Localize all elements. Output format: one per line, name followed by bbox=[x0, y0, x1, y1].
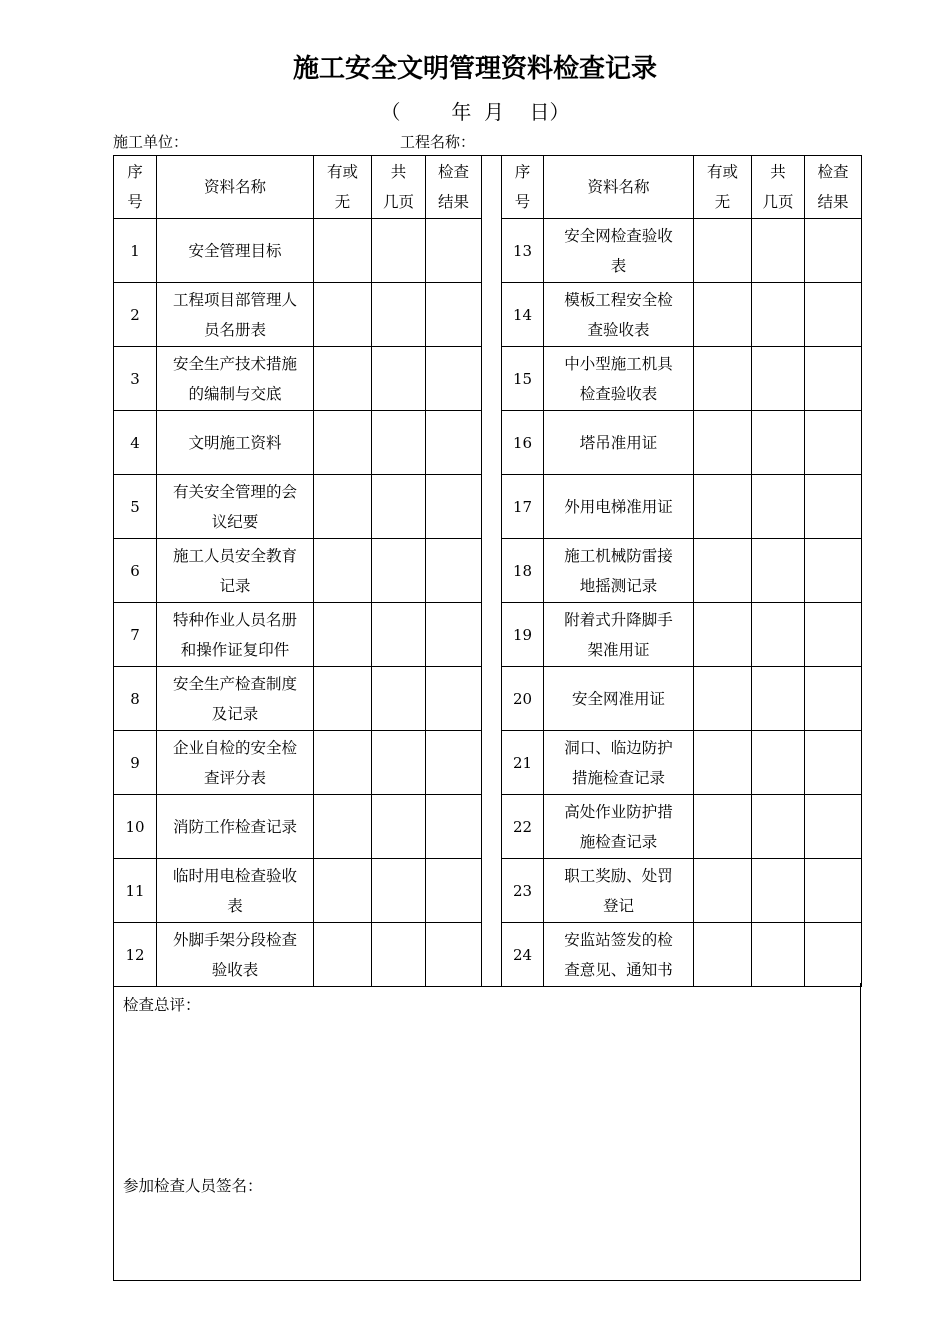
left-has-cell bbox=[314, 795, 372, 859]
right-result-cell bbox=[805, 283, 862, 347]
left-pages-cell bbox=[372, 923, 426, 987]
left-has-cell bbox=[314, 731, 372, 795]
left-name-cell: 外脚手架分段检查 验收表 bbox=[157, 923, 314, 987]
right-seq-cell: 16 bbox=[502, 411, 544, 475]
right-has-cell bbox=[694, 667, 752, 731]
date-line: （ 年 月 日） bbox=[380, 100, 570, 124]
right-name-cell: 模板工程安全检 查验收表 bbox=[544, 283, 694, 347]
left-pages-cell bbox=[372, 283, 426, 347]
project-name-label: 工程名称： bbox=[400, 133, 476, 151]
right-seq-cell: 17 bbox=[502, 475, 544, 539]
right-pages-cell bbox=[752, 219, 805, 283]
right-pages-cell bbox=[752, 859, 805, 923]
signature-label: 参加检查人员签名： bbox=[123, 1177, 263, 1195]
left-has-cell bbox=[314, 219, 372, 283]
left-result-cell bbox=[426, 219, 482, 283]
left-result-cell bbox=[426, 539, 482, 603]
header-name: 资料名称 bbox=[157, 156, 314, 219]
right-pages-cell bbox=[752, 475, 805, 539]
left-name-cell: 消防工作检查记录 bbox=[157, 795, 314, 859]
right-seq-cell: 18 bbox=[502, 539, 544, 603]
right-pages-cell bbox=[752, 411, 805, 475]
left-pages-cell bbox=[372, 859, 426, 923]
left-seq-cell: 3 bbox=[114, 347, 157, 411]
left-has-cell bbox=[314, 411, 372, 475]
right-has-cell bbox=[694, 347, 752, 411]
left-pages-cell bbox=[372, 603, 426, 667]
right-has-cell bbox=[694, 411, 752, 475]
left-has-cell bbox=[314, 475, 372, 539]
left-seq-cell: 11 bbox=[114, 859, 157, 923]
left-name-cell: 临时用电检查验收 表 bbox=[157, 859, 314, 923]
right-has-cell bbox=[694, 283, 752, 347]
right-has-cell bbox=[694, 475, 752, 539]
left-seq-cell: 12 bbox=[114, 923, 157, 987]
left-pages-cell bbox=[372, 667, 426, 731]
left-pages-cell bbox=[372, 347, 426, 411]
review-label: 检查总评： bbox=[123, 996, 201, 1014]
right-has-cell bbox=[694, 795, 752, 859]
left-has-cell bbox=[314, 283, 372, 347]
left-has-cell bbox=[314, 923, 372, 987]
right-name-cell: 安全网检查验收 表 bbox=[544, 219, 694, 283]
left-pages-cell bbox=[372, 731, 426, 795]
left-has-cell bbox=[314, 539, 372, 603]
right-pages-cell bbox=[752, 539, 805, 603]
right-name-cell: 附着式升降脚手 架准用证 bbox=[544, 603, 694, 667]
right-name-cell: 外用电梯准用证 bbox=[544, 475, 694, 539]
right-name-cell: 安全网准用证 bbox=[544, 667, 694, 731]
header-seq: 序 号 bbox=[114, 156, 157, 219]
left-seq-cell: 1 bbox=[114, 219, 157, 283]
right-seq-cell: 24 bbox=[502, 923, 544, 987]
right-pages-cell bbox=[752, 923, 805, 987]
left-result-cell bbox=[426, 859, 482, 923]
right-seq-cell: 15 bbox=[502, 347, 544, 411]
document-title: 施工安全文明管理资料检查记录 bbox=[292, 54, 657, 84]
right-seq-cell: 20 bbox=[502, 667, 544, 731]
left-pages-cell bbox=[372, 475, 426, 539]
right-pages-cell bbox=[752, 731, 805, 795]
left-pages-cell bbox=[372, 795, 426, 859]
right-result-cell bbox=[805, 347, 862, 411]
header-name-right: 资料名称 bbox=[544, 156, 694, 219]
header-has: 有或 无 bbox=[314, 156, 372, 219]
left-result-cell bbox=[426, 795, 482, 859]
left-name-cell: 安全生产检查制度 及记录 bbox=[157, 667, 314, 731]
left-seq-cell: 5 bbox=[114, 475, 157, 539]
left-has-cell bbox=[314, 603, 372, 667]
left-name-cell: 有关安全管理的会 议纪要 bbox=[157, 475, 314, 539]
right-seq-cell: 13 bbox=[502, 219, 544, 283]
column-gap bbox=[482, 156, 502, 987]
header-seq-right: 序 号 bbox=[502, 156, 544, 219]
summary-box bbox=[113, 983, 861, 1281]
right-result-cell bbox=[805, 603, 862, 667]
header-result-right: 检查 结果 bbox=[805, 156, 862, 219]
right-has-cell bbox=[694, 859, 752, 923]
left-result-cell bbox=[426, 475, 482, 539]
construction-unit-label: 施工单位： bbox=[113, 133, 189, 151]
right-pages-cell bbox=[752, 283, 805, 347]
inspection-table bbox=[113, 155, 862, 987]
header-pages: 共 几页 bbox=[372, 156, 426, 219]
left-pages-cell bbox=[372, 411, 426, 475]
header-result: 检查 结果 bbox=[426, 156, 482, 219]
right-pages-cell bbox=[752, 795, 805, 859]
right-has-cell bbox=[694, 603, 752, 667]
right-result-cell bbox=[805, 411, 862, 475]
left-pages-cell bbox=[372, 539, 426, 603]
right-result-cell bbox=[805, 859, 862, 923]
left-result-cell bbox=[426, 667, 482, 731]
left-result-cell bbox=[426, 731, 482, 795]
right-has-cell bbox=[694, 923, 752, 987]
right-seq-cell: 21 bbox=[502, 731, 544, 795]
table-header-row bbox=[114, 156, 862, 219]
left-has-cell bbox=[314, 347, 372, 411]
header-has-right: 有或 无 bbox=[694, 156, 752, 219]
left-has-cell bbox=[314, 667, 372, 731]
left-seq-cell: 4 bbox=[114, 411, 157, 475]
right-pages-cell bbox=[752, 347, 805, 411]
right-name-cell: 洞口、临边防护 措施检查记录 bbox=[544, 731, 694, 795]
right-result-cell bbox=[805, 923, 862, 987]
left-name-cell: 文明施工资料 bbox=[157, 411, 314, 475]
header-pages-right: 共 几页 bbox=[752, 156, 805, 219]
left-result-cell bbox=[426, 347, 482, 411]
left-name-cell: 安全生产技术措施 的编制与交底 bbox=[157, 347, 314, 411]
left-name-cell: 安全管理目标 bbox=[157, 219, 314, 283]
left-name-cell: 施工人员安全教育 记录 bbox=[157, 539, 314, 603]
left-seq-cell: 10 bbox=[114, 795, 157, 859]
left-name-cell: 企业自检的安全检 查评分表 bbox=[157, 731, 314, 795]
right-result-cell bbox=[805, 667, 862, 731]
right-seq-cell: 19 bbox=[502, 603, 544, 667]
right-result-cell bbox=[805, 731, 862, 795]
right-seq-cell: 23 bbox=[502, 859, 544, 923]
left-seq-cell: 9 bbox=[114, 731, 157, 795]
left-seq-cell: 2 bbox=[114, 283, 157, 347]
left-result-cell bbox=[426, 603, 482, 667]
right-result-cell bbox=[805, 219, 862, 283]
right-seq-cell: 14 bbox=[502, 283, 544, 347]
left-result-cell bbox=[426, 923, 482, 987]
right-has-cell bbox=[694, 539, 752, 603]
right-result-cell bbox=[805, 475, 862, 539]
right-name-cell: 高处作业防护措 施检查记录 bbox=[544, 795, 694, 859]
right-has-cell bbox=[694, 731, 752, 795]
left-has-cell bbox=[314, 859, 372, 923]
right-name-cell: 施工机械防雷接 地摇测记录 bbox=[544, 539, 694, 603]
right-name-cell: 塔吊准用证 bbox=[544, 411, 694, 475]
right-pages-cell bbox=[752, 603, 805, 667]
right-result-cell bbox=[805, 795, 862, 859]
right-pages-cell bbox=[752, 667, 805, 731]
right-result-cell bbox=[805, 539, 862, 603]
left-result-cell bbox=[426, 283, 482, 347]
left-result-cell bbox=[426, 411, 482, 475]
left-pages-cell bbox=[372, 219, 426, 283]
left-name-cell: 工程项目部管理人 员名册表 bbox=[157, 283, 314, 347]
right-name-cell: 中小型施工机具 检查验收表 bbox=[544, 347, 694, 411]
right-seq-cell: 22 bbox=[502, 795, 544, 859]
left-seq-cell: 7 bbox=[114, 603, 157, 667]
left-seq-cell: 8 bbox=[114, 667, 157, 731]
right-name-cell: 职工奖励、处罚 登记 bbox=[544, 859, 694, 923]
right-has-cell bbox=[694, 219, 752, 283]
right-name-cell: 安监站签发的检 查意见、通知书 bbox=[544, 923, 694, 987]
left-name-cell: 特种作业人员名册 和操作证复印件 bbox=[157, 603, 314, 667]
left-seq-cell: 6 bbox=[114, 539, 157, 603]
